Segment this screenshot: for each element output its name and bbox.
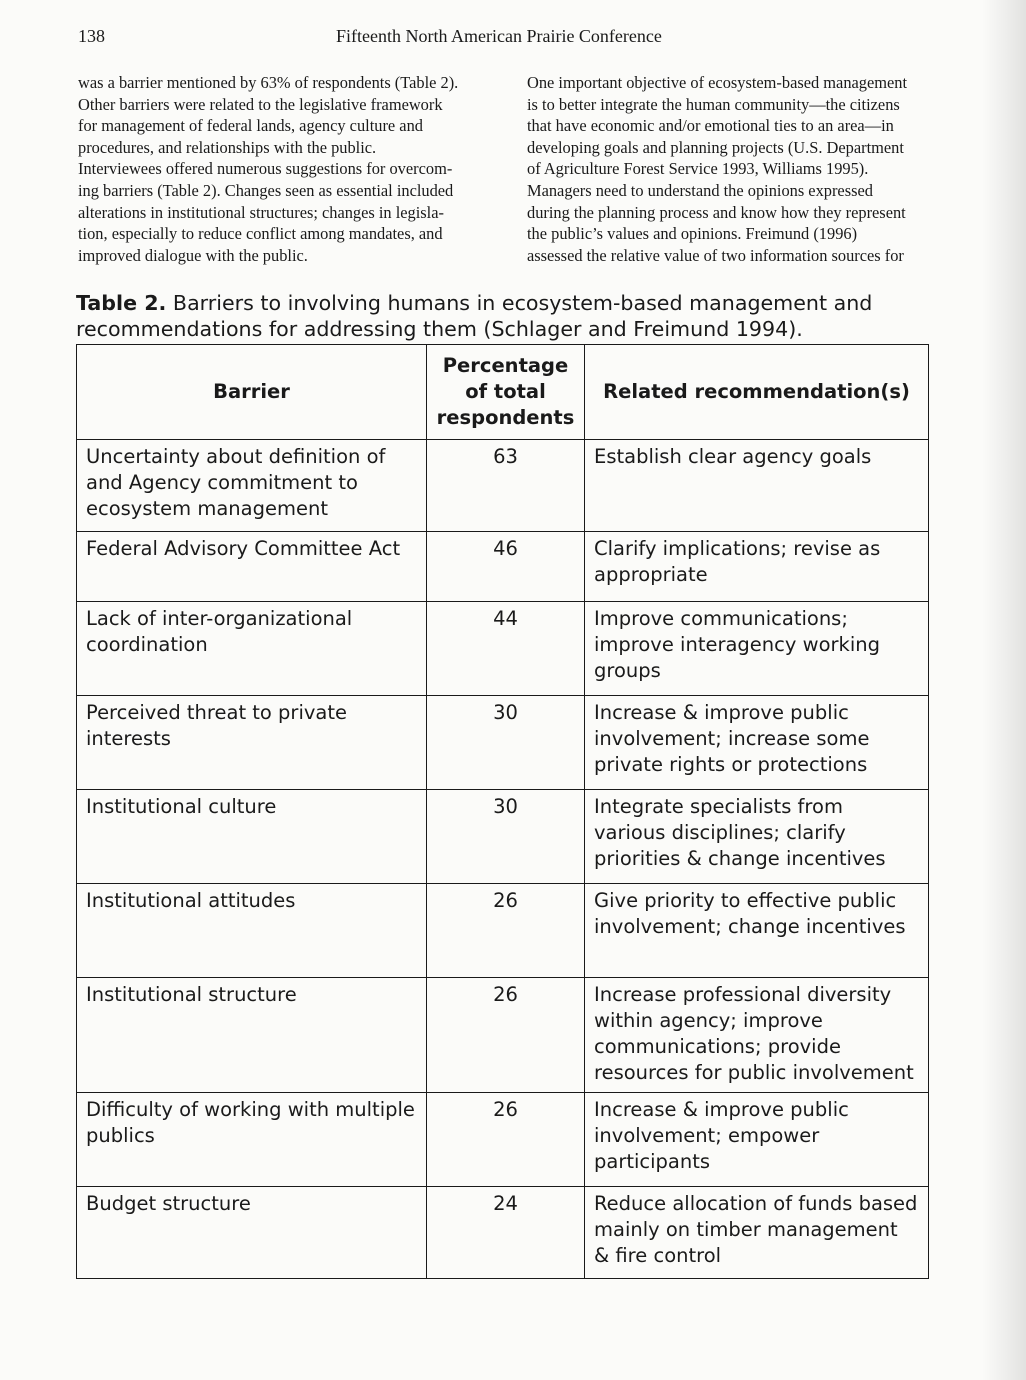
barrier-cell: Budget structure [77, 1187, 427, 1279]
barrier-cell: Uncertainty about definition of and Agency commitment to ecosystem management [77, 440, 427, 532]
table-body [77, 440, 929, 1279]
running-title: Fifteenth North American Prairie Conference [336, 26, 662, 46]
recommendation-cell: Integrate specialists from various disciplines; clarify priorities & change incentives [585, 790, 929, 884]
body-line: Other barriers were related to the legislative framework [78, 94, 443, 114]
body-line: is to better integrate the human community—the citizens [527, 94, 900, 114]
body-line: tion, especially to reduce conflict among mandates, and [78, 224, 443, 244]
percentage-cell: 24 [427, 1187, 585, 1279]
body-line: assessed the relative value of two information sources for [527, 245, 904, 265]
percentage-cell: 46 [427, 532, 585, 602]
barrier-cell: Institutional attitudes [77, 884, 427, 978]
table-row [77, 884, 929, 978]
body-column-right [527, 72, 947, 266]
body-line: procedures, and relationships with the public. [78, 137, 377, 157]
body-line: of Agriculture Forest Service 1993, Williams 1995). [527, 159, 869, 179]
column-header-barrier: Barrier [77, 345, 427, 440]
recommendation-cell: Increase professional diversity within agency; improve communications; provide resources for public involvement [585, 978, 929, 1093]
barrier-cell: Difficulty of working with multiple publics [77, 1093, 427, 1187]
barrier-cell: Institutional culture [77, 790, 427, 884]
table-row [77, 978, 929, 1093]
page-edge-shadow [982, 0, 1026, 1380]
percentage-cell: 63 [427, 440, 585, 532]
table-caption [76, 290, 956, 342]
table-row [77, 1093, 929, 1187]
barrier-cell: Lack of inter-organizational coordination [77, 602, 427, 696]
caption-line-1 [76, 290, 956, 316]
body-column-left [78, 72, 498, 266]
percentage-cell: 26 [427, 1093, 585, 1187]
body-line: alterations in institutional structures; changes in legisla- [78, 202, 444, 222]
body-line: that have economic and/or emotional ties to an area—in [527, 116, 894, 136]
body-line: during the planning process and know how they represent [527, 202, 906, 222]
body-line: One important objective of ecosystem-based management [527, 73, 908, 92]
table-row [77, 532, 929, 602]
column-header-percentage: Percentage of total respondents [427, 345, 585, 440]
percentage-cell: 26 [427, 884, 585, 978]
body-line: improved dialogue with the public. [78, 245, 308, 265]
body-line: for management of federal lands, agency culture and [78, 116, 423, 136]
body-line: Interviewees offered numerous suggestions for overcom- [78, 159, 453, 179]
barrier-cell: Federal Advisory Committee Act [77, 532, 427, 602]
table-row [77, 440, 929, 532]
body-line: ing barriers (Table 2). Changes seen as essential included [78, 180, 454, 200]
barrier-cell: Institutional structure [77, 978, 427, 1093]
table-row [77, 602, 929, 696]
caption-text: Barriers to involving humans in ecosystem-based management and [166, 291, 873, 315]
page-number: 138 [78, 26, 105, 46]
percentage-cell: 44 [427, 602, 585, 696]
body-line: the public’s values and opinions. Freimund (1996) [527, 224, 858, 244]
recommendation-cell: Increase & improve public involvement; increase some private rights or protections [585, 696, 929, 790]
recommendation-cell: Reduce allocation of funds based mainly on timber management & fire control [585, 1187, 929, 1279]
table-header-row [77, 345, 929, 440]
recommendation-cell: Give priority to effective public involvement; change incentives [585, 884, 929, 978]
recommendation-cell: Increase & improve public involvement; empower participants [585, 1093, 929, 1187]
table-row [77, 696, 929, 790]
body-line: developing goals and planning projects (U.S. Department [527, 137, 904, 157]
percentage-cell: 30 [427, 696, 585, 790]
recommendation-cell: Clarify implications; revise as appropriate [585, 532, 929, 602]
recommendation-cell: Establish clear agency goals [585, 440, 929, 532]
table-row [77, 790, 929, 884]
body-line: Managers need to understand the opinions expressed [527, 180, 873, 200]
barrier-cell: Perceived threat to private interests [77, 696, 427, 790]
body-line: was a barrier mentioned by 63% of respondents (Table 2). [78, 73, 459, 92]
caption-label: Table 2. [76, 291, 167, 315]
recommendation-cell: Improve communications; improve interagency working groups [585, 602, 929, 696]
barriers-table [76, 344, 929, 1279]
caption-line-2: recommendations for addressing them (Schlager and Freimund 1994). [76, 317, 803, 341]
column-header-recommendation: Related recommendation(s) [585, 345, 929, 440]
percentage-cell: 26 [427, 978, 585, 1093]
table-row [77, 1187, 929, 1279]
percentage-cell: 30 [427, 790, 585, 884]
